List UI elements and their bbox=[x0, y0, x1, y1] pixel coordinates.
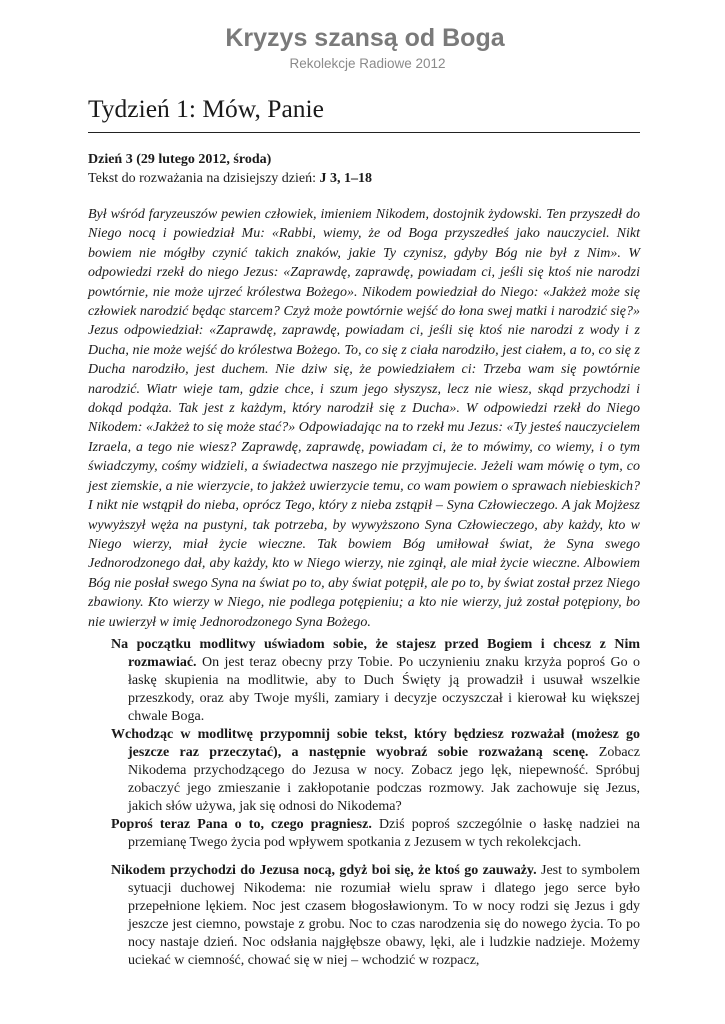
meditation-lead: Nikodem przychodzi do Jezusa nocą, gdyż boi się, że ktoś go zauważy. bbox=[111, 863, 537, 878]
gospel-text: Był wśród faryzeuszów pewien człowiek, imieniem Nikodem, dostojnik żydowski. Ten przyszedł do Niego nocą i powiedział Mu: «Rabbi, wiemy, że od Boga przyszedłeś jako nauczyciel. Nikt bowiem nie mógłby czynić takich znaków, jakie Ty czynisz, gdyby Bóg nie był z Nim». W odpowiedzi rzekł do niego Jezus: «Zaprawdę, zaprawdę, powiadam ci, jeśli się ktoś nie narodzi powtórnie, nie może ujrzeć królestwa Bożego». Nikodem powiedział do Niego: «Jakżeż może się człowiek narodzić będąc starcem? Czyż może powtórnie wejść do łona swej matki i narodzić się?» Jezus odpowiedział: «Zaprawdę, zaprawdę, powiadam ci, jeśli się ktoś nie narodzi z wody i z Ducha, nie może wejść do królestwa Bożego. To, co się z ciała narodziło, jest ciałem, a to, co się z Ducha narodziło, jest duchem. Nie dziw się, że powiedziałem ci: Trzeba wam się powtórnie narodzić. Wiatr wieje tam, gdzie chce, i szum jego słyszysz, lecz nie wiesz, skąd przychodzi i dokąd podąża. Tak jest z każdym, który narodził się z Ducha». W odpowiedzi rzekł do Niego Nikodem: «Jakżeż to się może stać?» Odpowiadając na to rzekł mu Jezus: «Ty jesteś nauczycielem Izraela, a tego nie wiesz? Zaprawdę, zaprawdę, powiadam ci, że to mówimy, co wiemy, i o tym świadczymy, cośmy widzieli, a świadectwa naszego nie przyjmujecie. Jeżeli wam mówię o tym, co jest ziemskie, a nie wierzycie, to jakżeż uwierzycie temu, co wam powiem o sprawach niebieskich? I nikt nie wstąpił do nieba, oprócz Tego, który z nieba zstąpił – Syna Człowieczego. A jak Mojżesz wywyższył węża na pustyni, tak potrzeba, by wywyższono Syna Człowieczego, aby każdy, kto w Niego wierzy, miał życie wieczne. Tak bowiem Bóg umiłował świat, że Syna swego Jednorodzonego dał, aby każdy, kto w Niego wierzy, nie zginął, ale miał życie wieczne. Albowiem Bóg nie posłał swego Syna na świat po to, aby świat potępił, ale po to, by świat został przez Niego zbawiony. Kto wierzy w Niego, nie podlega potępieniu; a kto nie wierzy, już został potępiony, bo nie uwierzył w imię Jednorodzonego Syna Bożego. bbox=[88, 207, 640, 630]
meditation-text: Zobacz Nikodema przychodzącego do Jezusa w nocy. Zobacz jego lęk, niepewność. Spróbuj zobaczyć jego zmieszanie i zakłopotanie podczas rozmowy. Jak zachowuje się Jezus, jakich słów używa, jak się odnosi do Nikodema? bbox=[128, 745, 640, 815]
meditation-paragraph bbox=[111, 862, 640, 971]
meditation-paragraph bbox=[111, 636, 640, 726]
meditation-lead: Poproś teraz Pana o to, czego pragniesz. bbox=[111, 817, 372, 832]
meditation-text: Jest to symbolem sytuacji duchowej Nikodema: nie rozumiał wielu spraw i dlatego jego serce było przepełnione lękiem. Noc jest czasem błogosławionym. To w nocy rodzi się Jezus i gdy jeszcze jest ciemno, powstaje z grobu. Noc to czas narodzenia się do nowego życia. To po nocy nastaje dzień. Noc odsłania najgłębsze obawy, lęki, ale i ludzkie nadzieje. Możemy uciekać w ciemność, chować się w niej – wchodzić w rozpacz, bbox=[128, 863, 640, 969]
reading-label: Tekst do rozważania na dzisiejszy dzień: bbox=[88, 171, 316, 186]
meditation-paragraph bbox=[111, 816, 640, 852]
document-header-subtitle: Rekolekcje Radiowe 2012 bbox=[289, 56, 446, 71]
meditation-text: On jest teraz obecny przy Tobie. Po uczynieniu znaku krzyża poproś Go o łaskę skupienia na modlitwie, aby to Duch Święty ją prowadził i usuwał wszelkie przeszkody, oraz aby Twoje myśli, zamiary i decyzje oczyszczał i kierował ku większej chwale Boga. bbox=[128, 655, 640, 725]
title-divider bbox=[88, 132, 640, 133]
day-heading: Dzień 3 (29 lutego 2012, środa) bbox=[88, 152, 272, 167]
reading-reference-line bbox=[88, 171, 372, 187]
meditation-lead: Na początku modlitwy uświadom sobie, że stajesz przed Bogiem i chcesz z Nim rozmawiać. bbox=[111, 637, 640, 671]
meditation-lead: Wchodząc w modlitwę przypomnij sobie tekst, który będziesz rozważał (możesz go jeszcze raz przeczytać), a następnie wyobraź sobie rozważaną scenę. bbox=[111, 727, 640, 761]
reading-ref: J 3, 1–18 bbox=[319, 171, 372, 186]
document-header-title: Kryzys szansą od Boga bbox=[225, 24, 505, 52]
meditation-paragraph bbox=[111, 726, 640, 816]
meditation-text: Dziś poproś szczególnie o łaskę nadziei na przemianę Twego życia pod wpływem spotkania z Jezusem w tych rekolekcjach. bbox=[128, 817, 640, 851]
week-title: Tydzień 1: Mów, Panie bbox=[88, 94, 324, 123]
